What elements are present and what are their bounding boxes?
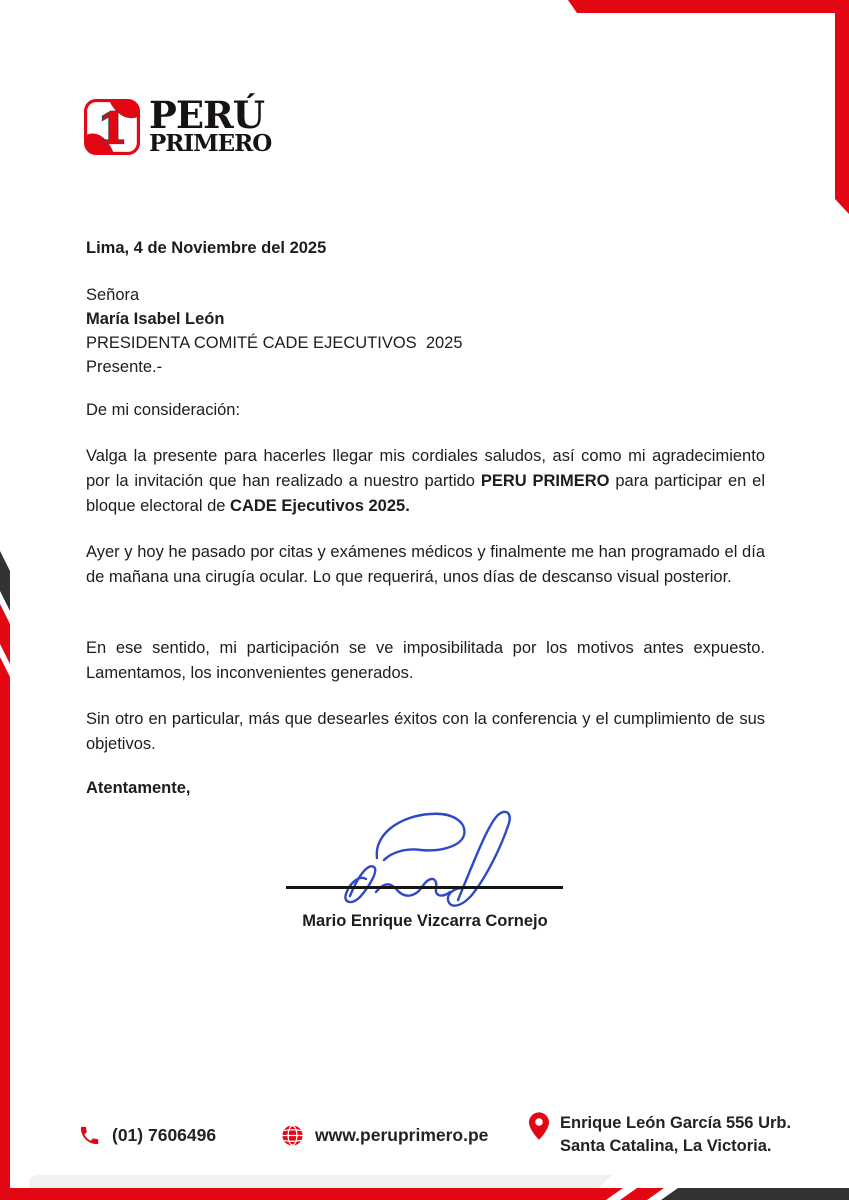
location-pin-icon [529, 1112, 549, 1140]
footer-phone-number: (01) 7606496 [112, 1124, 217, 1145]
left-red-band [0, 657, 10, 1200]
paragraph-1-bold-event: CADE Ejecutivos 2025. [230, 497, 410, 515]
signature-line [286, 886, 563, 889]
party-logo-icon [84, 99, 140, 155]
recipient-salutation: Señora [86, 286, 140, 304]
letter-date: Lima, 4 de Noviembre del 2025 [86, 239, 327, 257]
footer-address-item [529, 1112, 791, 1158]
closing: Atentamente, [86, 779, 191, 797]
recipient-block [86, 283, 463, 379]
recipient-name: María Isabel León [86, 310, 225, 328]
address-line-1: Enrique León García 556 Urb. [560, 1114, 792, 1132]
logo-title-line1: PERÚ [149, 93, 265, 137]
logo-title-line2: PRIMERO [149, 130, 272, 157]
paragraph-3: En ese sentido, mi participación se ve imposibilitada por los motivos antes expuesto. Lamentamos, los inconvenientes generados. [86, 639, 765, 682]
paragraph-4: Sin otro en particular, más que desearles éxitos con la conferencia y el cumplimiento de sus objetivos. [86, 710, 765, 753]
paragraph-1-bold-party: PERU PRIMERO [480, 472, 610, 490]
address-line-2: Santa Catalina, La Victoria. [560, 1137, 772, 1155]
left-red-chevron [0, 604, 10, 664]
signer-name: Mario Enrique Vizcarra Cornejo [302, 912, 548, 930]
footer-address [560, 1112, 791, 1158]
paragraph-2: Ayer y hoy he pasado por citas y exámenes médicos y finalmente me han programado el día de mañana una cirugía ocular. Lo que requerirá, unos días de descanso visual posterior. [86, 543, 765, 586]
footer-website-url: www.peruprimero.pe [315, 1124, 489, 1145]
bottom-black-band [661, 1188, 849, 1200]
signature-image [280, 806, 570, 916]
bottom-red-band [0, 1188, 623, 1200]
greeting: De mi consideración: [86, 401, 241, 419]
paragraph-1-text-2: para participar en el bloque electoral de [86, 472, 765, 515]
party-logo [84, 93, 272, 157]
footer-website-item [281, 1120, 488, 1150]
paragraph-1 [86, 444, 765, 519]
paragraph-1-text: Valga la presente para hacerles llegar mis cordiales saludos, así como mi agradecimiento por la invitación que han realizado a nuestro partido [86, 447, 765, 490]
recipient-presente: Presente.- [86, 358, 163, 376]
footer-phone-item [78, 1120, 216, 1150]
recipient-role: PRESIDENTA COMITÉ CADE EJECUTIVOS 2025 [86, 334, 463, 352]
phone-icon [78, 1124, 101, 1147]
left-black-chevron [0, 551, 10, 611]
top-right-band [568, 0, 849, 214]
logo-number: 1 [97, 102, 128, 153]
party-logo-wordmark [149, 93, 272, 157]
bottom-red-stripe [620, 1188, 664, 1200]
globe-icon [281, 1124, 304, 1147]
bottom-gray-bar [29, 1175, 612, 1191]
